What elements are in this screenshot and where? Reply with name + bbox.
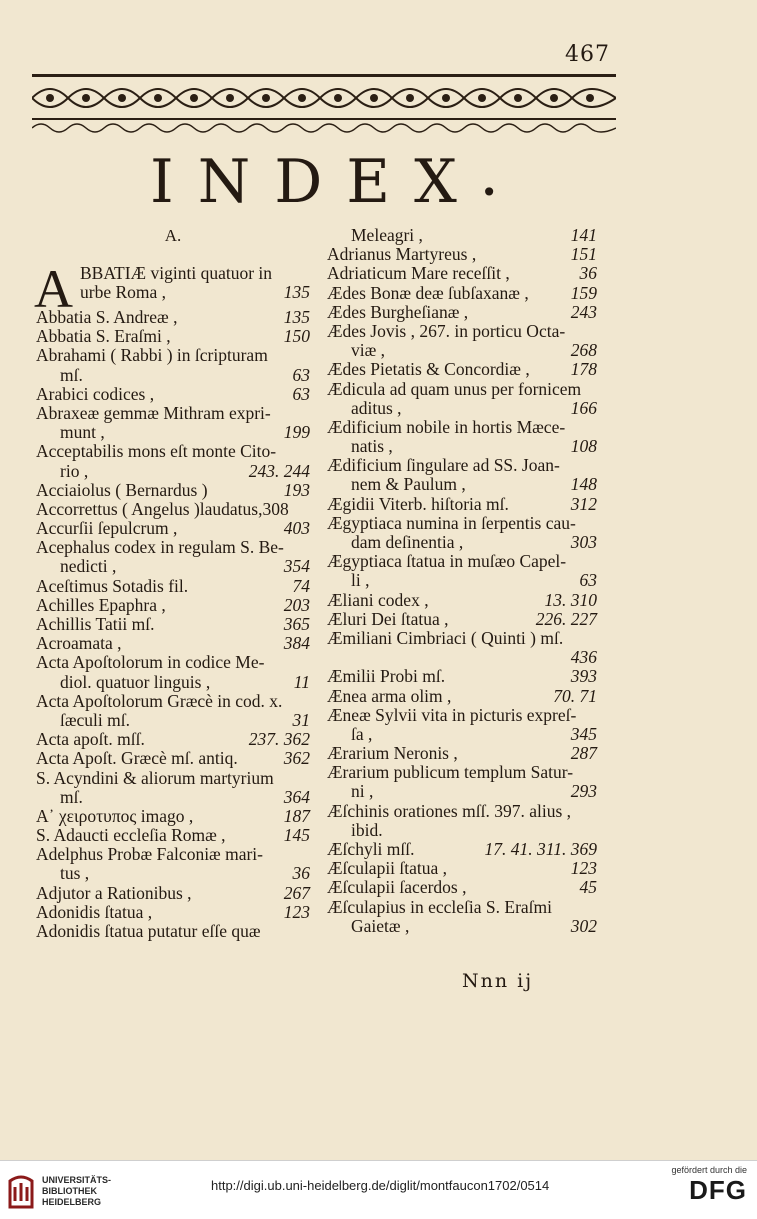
index-entry-line [327,840,597,859]
index-entry-line [36,845,310,864]
entry-page-number: 17. 41. 311. 369 [484,839,597,859]
index-entry-line [36,327,310,346]
entry-text: Acciaiolus ( Bernardus ) [36,479,208,500]
index-entry-line [327,380,597,399]
index-entry-line [36,557,310,576]
index-entry-line [36,385,310,404]
entry-text: Gaietæ , [351,915,410,936]
index-entry-line [327,821,597,840]
funder-logo[interactable] [671,1165,747,1205]
library-logo[interactable] [6,1171,116,1211]
index-entry-line [327,782,597,801]
entry-page-number: 145 [283,825,310,846]
entry-page-number: 364 [283,786,310,807]
entry-page-number: 70. 71 [553,685,597,706]
entry-page-number: 436 [570,647,597,668]
entry-text: Ædes Jovis , 267. in porticu Octa- [327,320,566,341]
entry-text: ni , [351,781,374,802]
index-entry-line [36,615,310,634]
index-entry-line [327,917,597,936]
entry-text: natis , [351,436,393,457]
entry-text: Ædificium ſingulare ad SS. Joan- [327,455,560,476]
library-name-line: HEIDELBERG [42,1197,102,1207]
entry-text: Acta apoſt. mſſ. [36,729,145,750]
index-entry-line [36,442,310,461]
index-entry-line [327,303,597,322]
entry-page-number: 141 [570,225,597,245]
index-entry-line [327,437,597,456]
index-entry-line [36,346,310,365]
entry-text: diol. quatuor linguis , [60,671,211,692]
entry-text: Ærarium Neronis , [327,743,458,764]
index-entry-line [327,591,597,610]
index-entry-line [327,667,597,686]
entry-text: Adelphus Probæ Falconiæ mari- [36,844,263,865]
entry-page-number: 74 [292,575,310,596]
index-entry-line [36,462,310,481]
entry-page-number: 36 [579,263,597,284]
index-entry-line [327,495,597,514]
drop-capital: A [34,259,73,319]
entry-page-number: 159 [570,282,597,303]
entry-page-number: 123 [570,858,597,879]
entry-text: Adjutor a Rationibus , [36,882,192,903]
index-entry-line [327,475,597,494]
entry-page-number: 362 [283,748,310,769]
entry-text: Ærarium publicum templum Satur- [327,762,574,783]
entry-page-number: 287 [570,743,597,764]
entry-text: Æneæ Sylvii vita in picturis expreſ- [327,704,577,725]
index-entry-line [327,763,597,782]
index-entry-line [327,898,597,917]
entry-page-number: 151 [570,244,597,265]
entry-text: Æſchinis orationes mſſ. 397. alius , [327,800,572,821]
entry-text: Acta Apoſtolorum in codice Me- [36,652,265,673]
index-entry-line [36,884,310,903]
entry-page-number: 237. 362 [248,729,310,750]
index-entry-line [327,264,597,283]
index-entry-line [327,360,597,379]
entry-text: Ænea arma olim , [327,685,452,706]
entry-page-number: 178 [570,359,597,380]
entry-text: mſ. [60,786,83,807]
index-entry-line [36,730,310,749]
entry-text: Accorrettus ( Angelus )laudatus,308 [36,498,289,519]
entry-page-number: 187 [283,805,310,826]
entry-page-number: 268 [570,340,597,361]
entry-page-number: 148 [570,474,597,495]
index-entry-line [327,802,597,821]
index-entry-line [36,481,310,500]
entry-text: Æſchyli mſſ. [327,839,415,859]
index-entry-line [327,226,597,245]
index-entry-line [327,533,597,552]
first-entry: A BBATIÆ viginti quatuor in urbe Roma , 135 [34,259,310,319]
entry-text: Meleagri , [351,225,423,245]
entry-page-number: 150 [283,326,310,347]
entry-text: Æſculapius in eccleſia S. Eraſmi [327,896,553,917]
index-entry-line [36,749,310,768]
catchword: Nnn ij [462,970,534,992]
index-entry-line [36,922,310,941]
entry-page-number: 199 [283,422,310,443]
page-url-link[interactable]: http://digi.ub.uni-heidelberg.de/diglit/montfaucon1702/0514 [211,1178,550,1193]
entry-text: Ægyptiaca numina in ſerpentis cau- [327,512,576,533]
entry-text: Α᾽ χειροτυπος imago , [36,805,194,826]
entry-text: Acceptabilis mons eſt monte Cito- [36,441,277,462]
entry-text: Acta Apoſtolorum Græcè in cod. x. [36,690,283,711]
entry-text: Ægidii Viterb. hiſtoria mſ. [327,493,509,514]
entry-text: Æluri Dei ſtatua , [327,608,449,629]
entry-page-number: 63 [292,383,310,404]
entry-page-number: 243. 244 [248,460,310,481]
entry-text: S. Acyndini & aliorum martyrium [36,767,274,788]
page-number: 467 [565,42,610,67]
entry-text: Aceſtimus Sotadis fil. [36,575,189,596]
index-entry-line [327,687,597,706]
index-entry-line [36,807,310,826]
index-title: INDEX• [150,147,498,217]
index-entry-line [36,538,310,557]
library-emblem-icon [6,1171,36,1211]
index-entry-line [327,648,597,667]
entry-page-number: 193 [283,479,310,500]
entry-text: Achilles Epaphra , [36,594,166,615]
entry-page-number: 13. 310 [544,589,597,610]
index-entry-line [327,245,597,264]
index-entry-line [327,878,597,897]
index-entry-line [327,418,597,437]
index-entry-line [36,673,310,692]
index-entry-line [36,711,310,730]
index-entry-line [36,596,310,615]
entry-text: ſæculi mſ. [60,709,130,730]
entry-page-number: 31 [292,709,310,730]
index-entry-line [327,610,597,629]
entry-text: dam deſinentia , [351,532,464,552]
entry-text: Abbatia S. Eraſmi , [36,326,171,347]
entry-page-number: 123 [283,901,310,922]
index-entry-line [36,366,310,385]
entry-page-number: 243 [570,301,597,322]
index-entry-line [36,769,310,788]
entry-text: Achillis Tatii mſ. [36,614,155,634]
entry-text: Ædes Bonæ deæ ſubſaxanæ , [327,282,529,303]
entry-text: Acta Apoſt. Græcè mſ. antiq. [36,748,238,769]
index-entry-line [36,500,310,519]
entry-page-number: 303 [570,532,597,552]
entry-page-number: 203 [283,594,310,615]
entry-page-number: 293 [570,781,597,802]
index-entry-line [327,514,597,533]
index-entry-line [36,519,310,538]
entry-text: Accurſii ſepulcrum , [36,518,178,539]
entry-text: ibid. [351,819,383,840]
index-entry-line [327,341,597,360]
dfg-logo-text: DFG [689,1175,747,1205]
library-name-line: BIBLIOTHEK [42,1186,97,1196]
index-entry-line [327,706,597,725]
index-entry-line [36,864,310,883]
funded-by-label: gefördert durch die [671,1165,747,1175]
entry-text: aditus , [351,397,402,418]
entry-text: Ædificium nobile in hortis Mæce- [327,416,566,437]
entry-text: Adonidis ſtatua , [36,901,153,922]
entry-page-number: 166 [570,397,597,418]
entry-text: Æliani codex , [327,589,429,610]
entry-page-number: 345 [570,723,597,744]
entry-page-number: 312 [570,493,597,514]
letter-heading: A. [164,226,182,245]
entry-text: Adrianus Martyreus , [327,244,477,265]
index-entry-line [36,577,310,596]
index-entry-line [36,653,310,672]
index-entry-line [36,404,310,423]
index-entry-line [327,571,597,590]
right-column [327,226,597,936]
entry-page-number: 354 [283,556,310,577]
index-entry-line [327,284,597,303]
index-entry-line [327,456,597,475]
index-entry-line [327,552,597,571]
entry-text: Abrahami ( Rabbi ) in ſcripturam [36,345,268,366]
entry-text: Abbatia S. Andreæ , [36,307,178,327]
entry-text: ſa , [351,723,373,744]
index-entry-line [327,744,597,763]
entry-text: Ædes Pietatis & Concordiæ , [327,359,530,380]
entry-text: Ædicula ad quam unus per fornicem [327,378,582,399]
entry-text: Adriaticum Mare receſſit , [327,263,510,284]
entry-page-number: 135 [283,307,310,327]
index-entry-line [327,859,597,878]
library-name-line: UNIVERSITÄTS- [42,1175,112,1185]
index-entry-line [327,322,597,341]
index-entry-line [36,308,310,327]
entry-page-number: 63 [579,570,597,591]
footer-bar [0,1160,757,1219]
entry-text: Æſculapii ſtatua , [327,858,448,879]
entry-text: nedicti , [60,556,117,577]
entry-text: Adonidis ſtatua putatur eſſe quæ [36,921,261,941]
entry-text: Abraxeæ gemmæ Mithram expri- [36,402,271,423]
index-entry-line [36,423,310,442]
index-entry-line [36,903,310,922]
entry-text: S. Adaucti eccleſia Romæ , [36,825,226,846]
entry-page-number: 108 [570,436,597,457]
entry-text: Ægyptiaca ſtatua in muſæo Capel- [327,551,567,572]
decorative-headpiece [32,72,616,136]
entry-page-number: 384 [283,633,310,654]
entry-text: nem & Paulum , [351,474,466,495]
entry-text: mſ. [60,364,83,385]
left-column [36,226,310,941]
index-entry-line [36,634,310,653]
entry-text: tus , [60,863,90,884]
entry-text: Acroamata , [36,633,122,654]
entry-text: viæ , [351,340,386,361]
entry-text: Æmiliani Cimbriaci ( Quinti ) mſ. [327,627,564,648]
entry-text: Æmilii Probi mſ. [327,666,446,687]
entry-text: Æſculapii ſacerdos , [327,877,467,898]
entry-page-number: 63 [292,364,310,385]
index-entry-line [36,788,310,807]
entry-page-number: 45 [579,877,597,898]
entry-page-number: 393 [570,666,597,687]
entry-text: Arabici codices , [36,383,155,404]
entry-text: li , [351,570,370,591]
entry-page-number: 365 [283,614,310,634]
index-entry-line [327,629,597,648]
entry-page-number: 11 [293,671,310,692]
entry-page-number: 302 [570,915,597,936]
entry-page-number: 267 [283,882,310,903]
entry-page-number: 226. 227 [535,608,597,629]
index-entry-line [36,826,310,845]
entry-text: Acephalus codex in regulam S. Be- [36,537,284,558]
entry-text: rio , [60,460,89,481]
left-entries [36,308,310,941]
index-entry-line [327,725,597,744]
right-entries [327,226,597,936]
entry-text: Ædes Burgheſianæ , [327,301,469,322]
entry-page-number: 36 [292,863,310,884]
entry-text: munt , [60,422,105,443]
index-entry-line [327,399,597,418]
index-entry-line [36,692,310,711]
entry-page-number: 403 [283,518,310,539]
